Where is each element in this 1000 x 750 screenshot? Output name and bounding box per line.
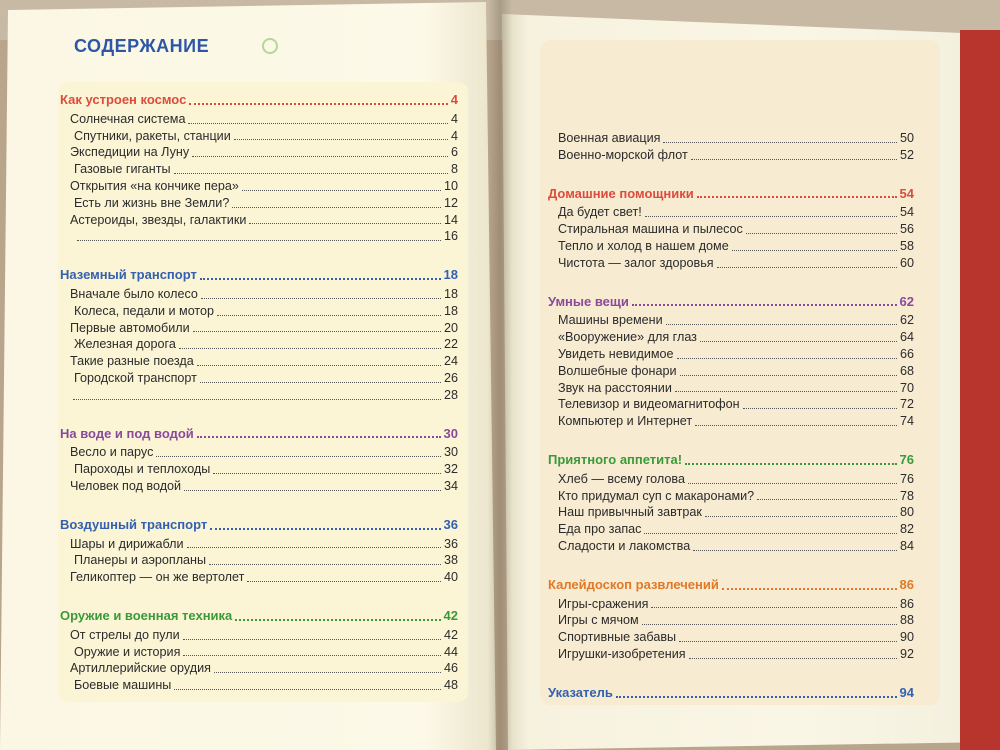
- dot-leader: [632, 304, 897, 306]
- dot-leader: [695, 425, 897, 426]
- page-number: 58: [899, 238, 914, 253]
- page-number: 36: [443, 516, 458, 532]
- page-number: 62: [899, 313, 914, 328]
- dot-leader: [197, 436, 441, 438]
- toc-entry[interactable]: [548, 255, 914, 272]
- dot-leader: [200, 382, 441, 383]
- page-number: 42: [443, 607, 458, 623]
- dot-leader: [183, 639, 441, 640]
- entry-title: Солнечная система: [70, 111, 186, 126]
- toc-entry[interactable]: [60, 320, 458, 337]
- section-heading[interactable]: [548, 452, 914, 469]
- entry-title: Стиральная машина и пылесос: [558, 222, 743, 237]
- section-title: Калейдоскоп развлечений: [548, 576, 719, 592]
- page-number: 50: [899, 131, 914, 145]
- page-number: 70: [899, 380, 914, 395]
- book-spine: [488, 0, 512, 750]
- toc-entry[interactable]: [548, 629, 914, 646]
- page-number: 48: [443, 678, 458, 693]
- dot-leader: [743, 408, 897, 409]
- dot-leader: [174, 689, 441, 690]
- toc-entry[interactable]: [60, 478, 458, 495]
- toc-entry[interactable]: [60, 212, 458, 229]
- toc-entry[interactable]: [60, 677, 458, 694]
- page-number: 36: [443, 536, 458, 551]
- page-number: 30: [443, 425, 458, 441]
- page-number: 52: [899, 147, 914, 162]
- entry-title: Такие разные поезда: [70, 354, 194, 369]
- entry-title: Газовые гиганты: [74, 162, 171, 177]
- page-number: 64: [899, 330, 914, 345]
- toc-entry[interactable]: [548, 396, 914, 413]
- dot-leader: [688, 483, 897, 484]
- page-number: 28: [443, 387, 458, 402]
- toc-entry[interactable]: [60, 111, 458, 128]
- toc-section: [60, 608, 458, 694]
- page-number: 68: [899, 363, 914, 378]
- page-number: 90: [899, 630, 914, 645]
- section-heading[interactable]: [548, 577, 914, 594]
- page-number: 42: [443, 627, 458, 642]
- entry-title: Железная дорога: [74, 337, 176, 352]
- dot-leader: [210, 528, 440, 530]
- toc-entry[interactable]: [60, 303, 458, 320]
- entry-title: Спортивные забавы: [558, 630, 677, 645]
- dot-leader: [232, 207, 441, 208]
- dot-leader: [693, 550, 897, 551]
- dot-leader: [722, 588, 897, 590]
- toc-entry[interactable]: [548, 221, 914, 238]
- toc-section: [548, 577, 914, 663]
- page-number: 22: [443, 337, 458, 352]
- dot-leader: [174, 173, 448, 174]
- page-number: 30: [443, 445, 458, 460]
- dot-leader: [732, 250, 897, 251]
- page-number: 94: [899, 684, 914, 700]
- page-number: 20: [443, 320, 458, 335]
- toc-entry[interactable]: [60, 161, 458, 178]
- toc-entry[interactable]: [548, 596, 914, 613]
- toc-left-column: [60, 92, 458, 716]
- entry-title: Игры-сражения: [558, 596, 649, 611]
- dot-leader: [201, 298, 441, 299]
- toc-entry[interactable]: [548, 238, 914, 255]
- toc-section: [548, 130, 914, 164]
- entry-title: Волшебные фонари: [558, 363, 677, 378]
- dot-leader: [705, 516, 897, 517]
- page-number: 80: [899, 505, 914, 520]
- toc-section: [60, 92, 458, 245]
- entry-title: Сладости и лакомства: [558, 538, 691, 553]
- toc-entry[interactable]: [548, 204, 914, 221]
- dot-leader: [675, 391, 897, 392]
- dot-leader: [247, 581, 441, 582]
- section-title: На воде и под водой: [60, 425, 194, 441]
- page-number: 40: [443, 570, 458, 585]
- entry-title: Увидеть невидимое: [558, 346, 674, 361]
- entry-title: Городской транспорт: [74, 370, 197, 385]
- dot-leader: [214, 672, 441, 673]
- toc-entry[interactable]: [60, 144, 458, 161]
- page-number: 4: [450, 92, 458, 107]
- entry-title: Наш привычный завтрак: [558, 505, 702, 520]
- entry-title: Хлеб — всему голова: [558, 471, 685, 486]
- dot-leader: [217, 315, 441, 316]
- toc-entry[interactable]: [60, 286, 458, 303]
- toc-entry[interactable]: [60, 195, 458, 212]
- page-number: 92: [899, 646, 914, 661]
- page-number: 62: [899, 293, 914, 309]
- toc-entry[interactable]: [548, 521, 914, 538]
- page-number: 16: [443, 229, 458, 244]
- entry-title: Боевые машины: [74, 678, 172, 693]
- dot-leader: [757, 499, 897, 500]
- toc-section: [60, 267, 458, 403]
- toc-entry[interactable]: [548, 538, 914, 555]
- entry-title: Шары и дирижабли: [70, 536, 184, 551]
- dot-leader: [73, 399, 441, 400]
- dot-leader: [691, 159, 897, 160]
- page-number: 46: [443, 661, 458, 676]
- dot-leader: [156, 456, 441, 457]
- entry-title: Весло и парус: [70, 445, 154, 460]
- section-heading[interactable]: [60, 267, 458, 284]
- page-number: 4: [450, 111, 458, 126]
- entry-title: Оружие и история: [74, 644, 181, 659]
- section-heading[interactable]: [548, 294, 914, 311]
- entry-title: Кто придумал суп с макаронами?: [558, 488, 755, 503]
- dot-leader: [249, 223, 441, 224]
- entry-title: Игры с мячом: [558, 613, 639, 628]
- page-number: 6: [450, 145, 458, 160]
- toc-entry[interactable]: [60, 552, 458, 569]
- dot-leader: [242, 190, 441, 191]
- page-number: 32: [443, 462, 458, 477]
- page-number: 88: [899, 613, 914, 628]
- entry-title: Есть ли жизнь вне Земли?: [74, 195, 230, 210]
- page-number: 60: [899, 255, 914, 270]
- page-number: 34: [443, 478, 458, 493]
- entry-title: Игрушки-изобретения: [558, 646, 686, 661]
- dot-leader: [679, 641, 897, 642]
- page-number: 82: [899, 522, 914, 537]
- toc-entry[interactable]: [548, 312, 914, 329]
- toc-entry[interactable]: [548, 488, 914, 505]
- toc-section: [548, 685, 914, 702]
- dot-leader: [213, 473, 441, 474]
- section-title: Оружие и военная техника: [60, 607, 233, 623]
- page-number: 84: [899, 538, 914, 553]
- entry-title: Машины времени: [558, 313, 663, 328]
- dot-leader: [651, 607, 897, 608]
- entry-title: Геликоптер — он же вертолет: [70, 570, 245, 585]
- toc-entry[interactable]: [548, 413, 914, 430]
- entry-title: Планеры и аэропланы: [74, 553, 207, 568]
- page-number: 18: [443, 267, 458, 283]
- toc-section: [548, 452, 914, 555]
- toc-entry[interactable]: [60, 569, 458, 586]
- dot-leader: [642, 624, 897, 625]
- page-number: 66: [899, 346, 914, 361]
- dot-leader: [616, 696, 897, 698]
- entry-title: Экспедиции на Луну: [70, 145, 190, 160]
- dot-leader: [209, 564, 441, 565]
- dot-leader: [697, 196, 897, 198]
- page-number: 72: [899, 397, 914, 412]
- entry-title: Пароходы и теплоходы: [74, 462, 211, 477]
- toc-entry[interactable]: [60, 370, 458, 387]
- dot-leader: [187, 547, 441, 548]
- page-number: 76: [899, 471, 914, 486]
- page-number: 26: [443, 370, 458, 385]
- dot-leader: [192, 156, 448, 157]
- toc-entry[interactable]: [548, 147, 914, 164]
- page-number: 86: [899, 596, 914, 611]
- section-title: Воздушный транспорт: [60, 516, 208, 532]
- page-number: 18: [443, 286, 458, 301]
- entry-title: «Вооружение» для глаз: [558, 330, 697, 345]
- toc-entry[interactable]: [60, 660, 458, 677]
- toc-entry[interactable]: [60, 178, 458, 195]
- toc-right-column: [548, 130, 914, 724]
- dot-leader: [680, 375, 897, 376]
- page-number: 44: [443, 644, 458, 659]
- entry-title: Военно-морской флот: [558, 147, 688, 162]
- dot-leader: [235, 619, 440, 621]
- section-title: Приятного аппетита!: [548, 451, 683, 467]
- section-title: Наземный транспорт: [60, 267, 197, 283]
- dot-leader: [77, 240, 441, 241]
- toc-section: [548, 294, 914, 430]
- dot-leader: [189, 103, 447, 105]
- entry-title: Человек под водой: [70, 478, 182, 493]
- page-number: 74: [899, 414, 914, 429]
- entry-title: Компьютер и Интернет: [558, 414, 693, 429]
- dot-leader: [677, 358, 897, 359]
- dot-leader: [644, 533, 897, 534]
- toc-entry[interactable]: [548, 130, 914, 147]
- dot-leader: [234, 139, 448, 140]
- section-title: Указатель: [548, 684, 613, 700]
- entry-title: Первые автомобили: [70, 320, 190, 335]
- title-decoration-icon: [262, 38, 278, 54]
- dot-leader: [666, 324, 897, 325]
- dot-leader: [200, 278, 441, 280]
- entry-title: Телевизор и видеомагнитофон: [558, 397, 740, 412]
- toc-entry[interactable]: [60, 644, 458, 661]
- entry-title: Колеса, педали и мотор: [74, 303, 215, 318]
- section-heading[interactable]: [548, 186, 914, 203]
- toc-entry[interactable]: [60, 353, 458, 370]
- page-number: 24: [443, 354, 458, 369]
- entry-title: От стрелы до пули: [70, 627, 180, 642]
- entry-title: Спутники, ракеты, станции: [74, 128, 231, 143]
- page-number: 54: [899, 185, 914, 201]
- section-heading[interactable]: [60, 92, 458, 109]
- toc-entry[interactable]: [60, 128, 458, 145]
- page-number: 8: [450, 162, 458, 177]
- page-number: 18: [443, 303, 458, 318]
- dot-leader: [717, 267, 897, 268]
- book-cover-edge: [960, 30, 1000, 750]
- section-heading[interactable]: [548, 685, 914, 702]
- page-number: 10: [443, 178, 458, 193]
- dot-leader: [193, 331, 441, 332]
- toc-section: [548, 186, 914, 272]
- entry-title: Да будет свет!: [558, 205, 642, 220]
- page-number: 56: [899, 222, 914, 237]
- toc-entry[interactable]: [548, 380, 914, 397]
- entry-title: Тепло и холод в нашем доме: [558, 238, 729, 253]
- page-number: 38: [443, 553, 458, 568]
- entry-title: Еда про запас: [558, 522, 642, 537]
- dot-leader: [685, 463, 896, 465]
- section-heading[interactable]: [60, 608, 458, 625]
- page-number: 12: [443, 195, 458, 210]
- page-title: СОДЕРЖАНИЕ: [74, 36, 210, 56]
- dot-leader: [645, 216, 897, 217]
- toc-entry[interactable]: [60, 336, 458, 353]
- dot-leader: [188, 123, 448, 124]
- toc-entry[interactable]: [548, 612, 914, 629]
- section-title: Домашние помощники: [548, 185, 694, 201]
- toc-entry[interactable]: [548, 346, 914, 363]
- toc-entry[interactable]: [60, 536, 458, 553]
- toc-entry[interactable]: [548, 471, 914, 488]
- toc-entry[interactable]: [60, 627, 458, 644]
- page-number: 14: [443, 212, 458, 227]
- toc-entry[interactable]: [548, 504, 914, 521]
- entry-title: Чистота — залог здоровья: [558, 255, 714, 270]
- page-number: 4: [450, 128, 458, 143]
- toc-entry[interactable]: [548, 329, 914, 346]
- toc-entry[interactable]: [60, 461, 458, 478]
- dot-leader: [746, 233, 897, 234]
- entry-title: Открытия «на кончике пера»: [70, 178, 239, 193]
- dot-leader: [183, 655, 441, 656]
- page-number: 86: [899, 576, 914, 592]
- entry-title: Артиллерийские орудия: [70, 661, 211, 676]
- section-title: Умные вещи: [548, 293, 629, 309]
- dot-leader: [197, 365, 441, 366]
- dot-leader: [179, 348, 441, 349]
- toc-entry[interactable]: [60, 387, 458, 404]
- toc-section: [60, 426, 458, 495]
- toc-entry[interactable]: [60, 444, 458, 461]
- entry-title: Звук на расстоянии: [558, 380, 672, 395]
- toc-section: [60, 517, 458, 586]
- entry-title: Вначале было колесо: [70, 286, 198, 301]
- page-number: 78: [899, 488, 914, 503]
- dot-leader: [663, 142, 897, 143]
- section-heading[interactable]: [60, 517, 458, 534]
- page-number: 54: [899, 205, 914, 220]
- entry-title: Военная авиация: [558, 131, 661, 145]
- section-heading[interactable]: [60, 426, 458, 443]
- dot-leader: [184, 490, 441, 491]
- toc-entry[interactable]: [548, 363, 914, 380]
- dot-leader: [700, 341, 897, 342]
- toc-entry[interactable]: [548, 646, 914, 663]
- section-title: Как устроен космос: [60, 92, 187, 107]
- page-number: 76: [899, 451, 914, 467]
- entry-title: Астероиды, звезды, галактики: [70, 212, 247, 227]
- toc-entry[interactable]: [60, 228, 458, 245]
- dot-leader: [689, 658, 897, 659]
